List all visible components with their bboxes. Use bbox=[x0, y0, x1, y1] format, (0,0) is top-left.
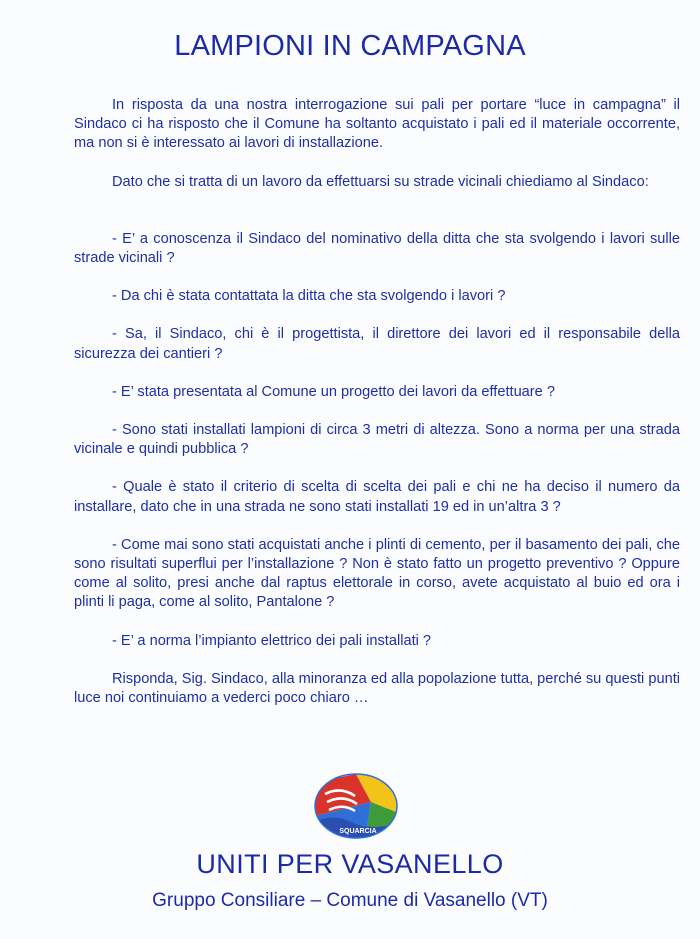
question-item: - Sono stati installati lampioni di circa 3 metri di altezza. Sono a norma per una strada vicinale e quindi pubblica ? bbox=[74, 422, 680, 458]
question-item: - Come mai sono stati acquistati anche i plinti di cemento, per il basamento dei pali, che sono risultati superflui per l’installazione ? Non è stato fatto un progetto preventivo ? Oppure come al solito, presi anche dal raptus elettorale in corso, avete acquistato al buio ed ora i plinti li paga, come al solito, Pantalone ? bbox=[74, 536, 680, 611]
paragraph-closing: Risponda, Sig. Sindaco, alla minoranza ed alla popolazione tutta, perché su questi punti luce noi continuiamo a vederci poco chiaro … bbox=[74, 670, 680, 707]
document-body bbox=[74, 96, 680, 708]
organization-subtitle: Gruppo Consiliare – Comune di Vasanello (VT) bbox=[152, 890, 548, 911]
logo-label: SQUARCIA bbox=[339, 828, 377, 835]
question-item: - Quale è stato il criterio di scelta di scelta dei pali e chi ne ha deciso il numero da installare, dato che in una strada ne sono stati installati 19 ed in un’altra 3 ? bbox=[74, 479, 680, 515]
question-item: - E’ a norma l’impianto elettrico dei pali installati ? bbox=[112, 632, 432, 649]
question-item: - E’ a conoscenza il Sindaco del nominativo della ditta che sta svolgendo i lavori sulle strade vicinali ? bbox=[74, 230, 680, 267]
question-item: - Da chi è stata contattata la ditta che sta svolgendo i lavori ? bbox=[112, 288, 506, 305]
question-item: - Sa, il Sindaco, chi è il progettista, il direttore dei lavori ed il responsabile della sicurezza dei cantieri ? bbox=[74, 326, 680, 362]
paragraph-intro: In risposta da una nostra interrogazione sui pali per portare “luce in campagna” il Sindaco ci ha risposto che il Comune ha soltanto acquistato i pali ed il materiale occorrente, ma non si è interessato ai lavori di installazione. bbox=[74, 97, 680, 152]
organization-name: UNITI PER VASANELLO bbox=[196, 849, 504, 879]
paragraph-request: Dato che si tratta di un lavoro da effettuarsi su strade vicinali chiediamo al Sindaco: bbox=[112, 173, 649, 190]
question-item: - E’ stata presentata al Comune un progetto dei lavori da effettuare ? bbox=[112, 383, 555, 400]
document-title: LAMPIONI IN CAMPAGNA bbox=[174, 30, 526, 62]
party-logo bbox=[311, 772, 401, 840]
